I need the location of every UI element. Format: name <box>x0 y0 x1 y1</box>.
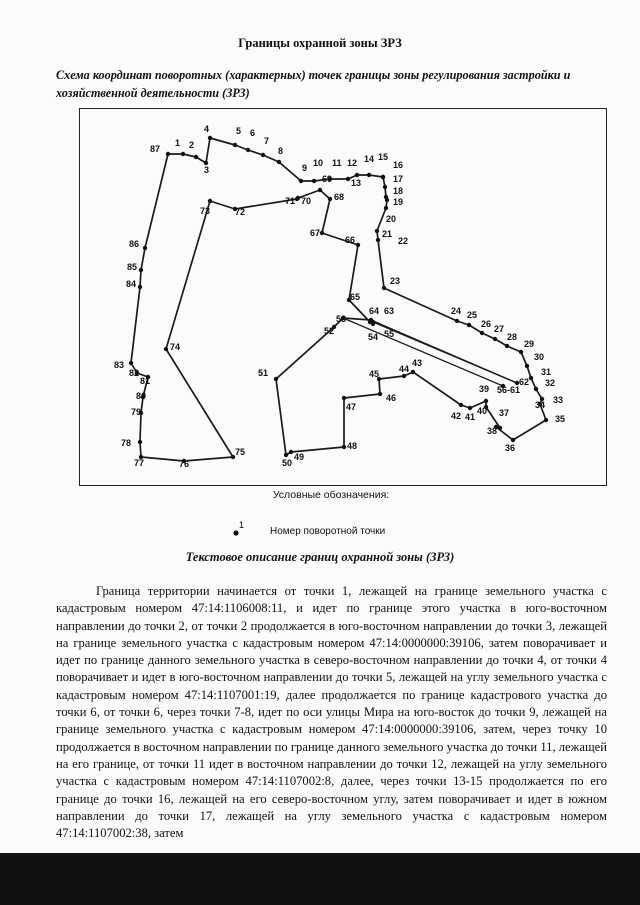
point-marker-icon <box>383 185 387 189</box>
point-number: 31 <box>541 367 552 377</box>
boundary-point <box>261 136 269 157</box>
point-marker-icon <box>164 347 168 351</box>
boundary-point <box>451 403 463 421</box>
point-marker-icon <box>480 331 484 335</box>
point-marker-icon <box>246 148 250 152</box>
point-number: 43 <box>412 358 423 368</box>
point-marker-icon <box>138 285 142 289</box>
point-marker-icon <box>455 319 459 323</box>
point-number: 11 <box>332 158 342 168</box>
point-marker-icon <box>467 323 471 327</box>
point-number: 7 <box>264 136 270 146</box>
point-number: 19 <box>393 197 404 207</box>
point-number: 65 <box>350 292 361 302</box>
boundary-point <box>345 235 360 247</box>
boundary-point <box>136 391 146 401</box>
legend-title: Условные обозначения: <box>272 489 390 501</box>
boundary-point <box>534 378 555 391</box>
point-number: 15 <box>378 152 389 162</box>
boundary-point <box>378 392 396 403</box>
point-marker-icon <box>375 229 379 233</box>
point-marker-icon <box>166 152 170 156</box>
point-number: 26 <box>481 319 492 329</box>
point-marker-icon <box>318 188 322 192</box>
point-number: 20 <box>386 214 397 224</box>
point-marker-icon <box>312 179 316 183</box>
boundary-point <box>233 126 241 147</box>
point-marker-icon <box>261 153 265 157</box>
boundary-point <box>525 352 544 368</box>
boundary-map-drawing <box>80 109 606 485</box>
point-marker-icon <box>342 445 346 449</box>
point-marker-icon <box>232 519 246 539</box>
point-marker-icon <box>129 361 133 365</box>
point-marker-icon <box>459 403 463 407</box>
point-number: 51 <box>258 368 269 378</box>
boundary-point <box>364 154 374 177</box>
point-marker-icon <box>384 206 388 210</box>
point-marker-icon <box>346 177 350 181</box>
point-marker-icon <box>519 350 523 354</box>
point-marker-icon <box>289 450 293 454</box>
point-number: 48 <box>347 441 358 451</box>
boundary-point <box>369 369 381 381</box>
point-number: 34 <box>535 400 546 410</box>
boundary-point <box>498 408 509 430</box>
point-number: 5 <box>236 126 242 136</box>
point-number: 45 <box>369 369 380 379</box>
point-number: 40 <box>477 406 488 416</box>
point-number: 69 <box>322 174 333 184</box>
point-number: 46 <box>386 393 397 403</box>
point-number: 76 <box>179 459 190 469</box>
point-number: 38 <box>487 426 498 436</box>
point-number: 2 <box>189 140 195 150</box>
point-number: 67 <box>310 228 321 238</box>
boundary-point <box>277 146 283 164</box>
point-marker-icon <box>274 377 278 381</box>
legend-label: Номер поворотной точки <box>270 526 386 537</box>
point-marker-icon <box>320 231 324 235</box>
point-number: 37 <box>499 408 510 418</box>
boundary-point <box>200 199 212 216</box>
boundary-point <box>129 239 147 250</box>
point-number: 42 <box>451 411 462 421</box>
boundary-point <box>505 332 517 348</box>
point-number: 52 <box>324 326 335 336</box>
boundary-point <box>204 161 209 175</box>
point-number: 36 <box>505 443 516 453</box>
street-axis-line <box>343 318 503 386</box>
point-number: 86 <box>129 239 140 249</box>
point-marker-icon <box>529 376 533 380</box>
point-number: 18 <box>393 186 404 196</box>
point-marker-icon <box>468 406 472 410</box>
point-marker-icon <box>143 246 147 250</box>
boundary-point <box>246 128 255 152</box>
point-number: 77 <box>134 458 145 468</box>
point-number: 64 <box>369 306 380 316</box>
point-marker-icon <box>368 320 372 324</box>
point-number: 54 <box>368 332 379 342</box>
point-marker-icon <box>367 173 371 177</box>
boundary-point <box>493 324 504 341</box>
boundary-point <box>129 368 139 378</box>
boundary-point <box>465 406 475 422</box>
point-marker-icon <box>355 173 359 177</box>
boundary-point <box>324 325 336 336</box>
point-number: 73 <box>200 206 211 216</box>
point-number: 50 <box>282 458 293 468</box>
point-number: 80 <box>136 391 147 401</box>
point-number: 25 <box>467 310 478 320</box>
point-marker-icon <box>382 286 386 290</box>
boundary-point <box>328 192 344 202</box>
boundary-point <box>140 375 150 386</box>
point-number: 30 <box>534 352 545 362</box>
point-number: 71 <box>285 196 296 206</box>
point-marker-icon <box>284 453 288 457</box>
point-number: 21 <box>382 229 393 239</box>
point-number: 70 <box>301 196 312 206</box>
point-number: 12 <box>347 158 358 168</box>
point-number: 33 <box>553 395 564 405</box>
point-number: 29 <box>524 339 535 349</box>
boundary-point <box>179 459 189 469</box>
boundary-point <box>318 174 332 192</box>
point-number: 49 <box>294 452 305 462</box>
point-marker-icon <box>208 136 212 140</box>
point-marker-icon <box>411 370 415 374</box>
point-number: 87 <box>150 144 161 154</box>
point-marker-icon <box>534 387 538 391</box>
boundary-point <box>164 342 180 352</box>
point-number: 81 <box>140 376 151 386</box>
point-number: 79 <box>131 407 142 417</box>
point-number: 72 <box>235 207 246 217</box>
point-number: 3 <box>204 165 210 175</box>
point-number: 63 <box>384 306 395 316</box>
boundary-point <box>497 384 520 395</box>
point-number: 84 <box>126 279 137 289</box>
boundary-point <box>150 144 170 156</box>
boundary-map <box>79 108 607 486</box>
point-number: 62 <box>519 377 530 387</box>
boundary-point <box>411 358 422 374</box>
point-number: 10 <box>313 158 324 168</box>
boundary-point <box>487 425 498 436</box>
point-number: 32 <box>545 378 556 388</box>
point-number: 41 <box>465 412 476 422</box>
point-marker-icon <box>139 268 143 272</box>
point-number: 22 <box>398 236 409 246</box>
point-marker-icon <box>511 438 515 442</box>
point-number: 17 <box>393 174 404 184</box>
point-number: 23 <box>390 276 401 286</box>
boundary-point <box>505 438 515 453</box>
point-number: 13 <box>351 178 362 188</box>
point-marker-icon <box>505 344 509 348</box>
point-number: 9 <box>302 163 308 173</box>
boundary-point <box>467 310 477 327</box>
point-marker-icon <box>181 152 185 156</box>
point-number: 56-61 <box>497 385 521 395</box>
boundary-point <box>134 455 144 468</box>
boundary-point <box>285 196 299 206</box>
point-number: 14 <box>364 154 375 164</box>
boundary-point <box>544 414 565 424</box>
boundary-point <box>384 206 396 224</box>
point-marker-icon <box>402 374 406 378</box>
point-number: 55 <box>384 329 395 339</box>
point-marker-icon <box>277 160 281 164</box>
point-number: 78 <box>121 438 132 448</box>
point-marker-icon <box>544 418 548 422</box>
point-number: 27 <box>494 324 505 334</box>
point-number: 16 <box>393 160 404 170</box>
point-number: 6 <box>250 128 256 138</box>
description-title: Текстовое описание границ охранной зоны (ЗРЗ) <box>185 550 455 564</box>
point-number: 68 <box>334 192 345 202</box>
point-marker-icon <box>525 364 529 368</box>
point-marker-icon <box>342 396 346 400</box>
point-marker-icon <box>378 392 382 396</box>
boundary-point <box>535 400 545 410</box>
point-number: 75 <box>235 447 246 457</box>
point-marker-icon <box>493 337 497 341</box>
point-number: 66 <box>345 235 356 245</box>
point-marker-icon <box>385 198 389 202</box>
point-marker-icon <box>498 426 502 430</box>
point-marker-icon <box>138 440 142 444</box>
page-title: Границы охранной зоны ЗРЗ <box>238 36 402 50</box>
boundary-point <box>382 276 400 290</box>
point-number: 39 <box>479 384 490 394</box>
scheme-title: Схема координат поворотных (характерных) точек границы зоны регулирования застройки и хозяйственной деятельности (ЗРЗ) <box>56 68 571 100</box>
point-marker-icon <box>484 399 488 403</box>
point-number: 24 <box>451 306 462 316</box>
point-number: 74 <box>170 342 181 352</box>
boundary-point <box>479 384 489 403</box>
point-number: 82 <box>129 368 140 378</box>
point-marker-icon <box>381 175 385 179</box>
boundary-point <box>282 453 292 468</box>
point-number: 1 <box>175 138 181 148</box>
point-marker-icon <box>208 199 212 203</box>
point-marker-icon <box>376 238 380 242</box>
point-number: 53 <box>336 314 347 324</box>
boundary-point <box>477 405 488 416</box>
point-number: 8 <box>278 146 284 156</box>
boundary-point <box>451 306 461 323</box>
scan-bottom-edge <box>0 853 640 905</box>
point-marker-icon <box>356 243 360 247</box>
boundary-point <box>385 197 403 207</box>
boundary-point <box>121 438 142 448</box>
point-number: 85 <box>127 262 138 272</box>
description-text: Граница территории начинается от точки 1, лежащей на границе земельного участка с кадастровым номером 47:14:1106008:11, и идет по границе этого участка в юго-восточном направлении до точки 2, от точки 2 продолжается в юго-восточном направлении до точки 3, лежащей на границе земельного участка с кадастровым номером 47:14:0000000:39106, затем поворачивает и идет по границе данного земельного участка в северо-восточном направлении до точки 4, от точки 4 поворачивает и идет в юго-восточном направлении до точки 5, лежащей на углу земельного участка с кадастровым номером 47:14:1107001:19, далее продолжается по границе кадастрового участка до точки 6, от точки 6, через точки 7-8, идет по оси улицы Мира на юго-восток до точки 9, лежащей на границе земельного участка с кадастровым номером 47:14:0000000:39106, затем, через точку 10 продолжается в восточном направлении по границе данного земельного участка до точки 11, лежащей на его границе, от точки 11 идет в восточном направлении до точки 12, лежащей на углу земельного участка с кадастровым номером 47:14:1107002:8, далее, через точки 13-15 продолжается по его границе до точки 16, лежащей на его северо-восточном углу, затем поворачивает и идет в южном направлении до точки 17, лежащей на углу земельного участка с кадастровым номером 47:14:1107002:38, затем <box>56 584 607 841</box>
boundary-point <box>233 207 245 217</box>
boundary-point <box>336 314 346 324</box>
legend-sample-number: 1 <box>239 520 245 530</box>
point-marker-icon <box>299 179 303 183</box>
point-number: 4 <box>204 124 210 134</box>
point-number: 35 <box>555 414 566 424</box>
boundary-point <box>204 124 212 140</box>
point-marker-icon <box>233 143 237 147</box>
point-number: 47 <box>346 402 357 412</box>
point-number: 44 <box>399 364 410 374</box>
point-marker-icon <box>194 155 198 159</box>
point-number: 83 <box>114 360 125 370</box>
point-marker-icon <box>328 197 332 201</box>
point-number: 28 <box>507 332 518 342</box>
boundary-point <box>231 447 245 459</box>
point-marker-icon <box>295 197 299 201</box>
boundary-point <box>480 319 491 335</box>
boundary-point <box>519 339 534 354</box>
boundary-point <box>258 368 278 381</box>
